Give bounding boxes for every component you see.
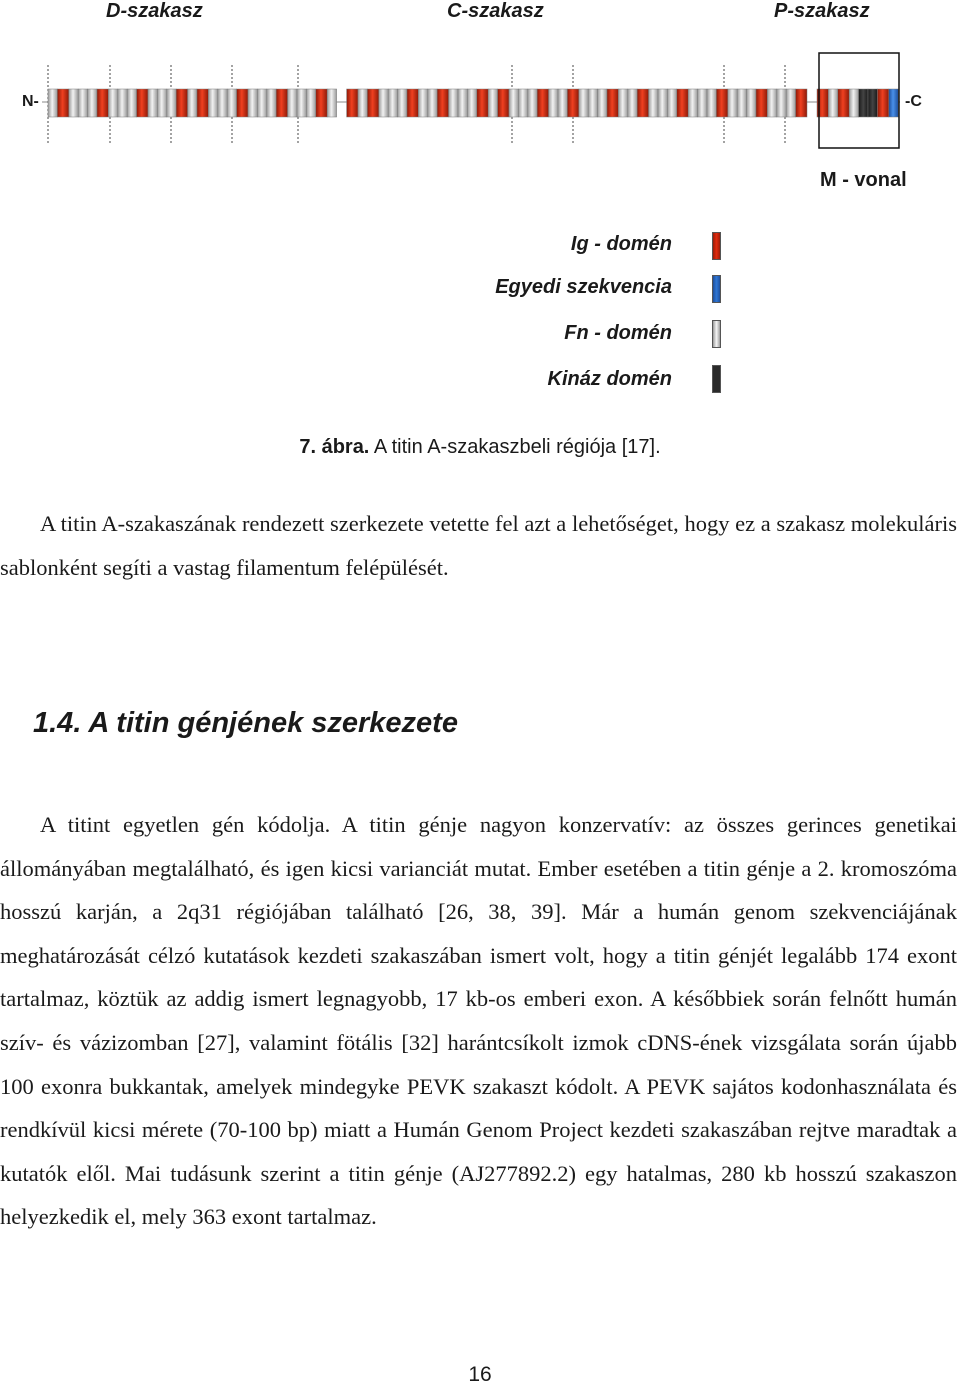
fn-domain: [227, 89, 236, 117]
legend-label-fn: Fn - domén: [564, 322, 672, 344]
ig-domain: [637, 89, 648, 117]
section-number: 1.4.: [33, 707, 82, 739]
paragraph-1: A titin A-szakaszának rendezett szerkezete vetette fel azt a lehetőséget, hogy ez a szakasz molekuláris sablonként segíti a vastag filamentum felépülését.: [0, 511, 957, 580]
fn-domain: [108, 89, 117, 117]
kinase-domain: [859, 89, 868, 117]
fn-domain: [379, 89, 388, 117]
fn-domain: [78, 89, 87, 117]
fn-domain: [528, 89, 537, 117]
fn-domain: [127, 89, 136, 117]
ig-domain: [237, 89, 248, 117]
fn-domain: [449, 89, 458, 117]
ig-domain-swatch-icon: [712, 232, 721, 260]
fn-domain: [418, 89, 427, 117]
fn-domain: [218, 89, 227, 117]
ig-domain: [567, 89, 578, 117]
fn-domain: [509, 89, 518, 117]
ig-domain: [877, 89, 888, 117]
m-line-label: M - vonal: [820, 169, 907, 191]
ig-domain: [498, 89, 509, 117]
fn-domain: [598, 89, 607, 117]
fn-domain: [48, 89, 57, 117]
figure-caption-label: 7. ábra.: [299, 436, 370, 458]
unique-sequence: [889, 89, 898, 117]
fn-domain: [728, 89, 737, 117]
fn-domain: [69, 89, 78, 117]
fn-domain: [628, 89, 637, 117]
fn-domain: [688, 89, 697, 117]
section-heading: [33, 707, 458, 740]
fn-domain: [649, 89, 658, 117]
fn-domain: [358, 89, 367, 117]
ig-domain: [716, 89, 727, 117]
n-terminus-label: N-: [22, 93, 39, 110]
ig-domain: [367, 89, 378, 117]
ig-domain: [197, 89, 208, 117]
domain-strip: [48, 89, 898, 117]
ig-domain: [347, 89, 358, 117]
ig-domain: [437, 89, 448, 117]
paragraph-2: A titint egyetlen gén kódolja. A titin génje nagyon konzervatív: az összes gerinces genetikai állományában megtalálható, és igen kicsi varianciát mutat. Ember esetében a titin génje a 2. kromoszóma hosszú karján, a 2q31 régiójában található [26, 38, 39]. Már a humán genom szekvenciájának meghatározását célzó kutatások kezdeti szakaszában ismert volt, hogy a titin génjét legalább 174 exont tartalmaz, köztük az addig ismert legnagyobb, 17 kb-os emberi exon. A későbbiek során felnőtt humán szív- és vázizomban [27], valamint fötális [32] harántcsíkolt izmok cDNS-ének vizsgálata során újabb 100 exonra bukkantak, amelyek mindegyke PEVK szakaszt kódolt. A PEVK sajátos kodonhasználata és rendkívül kicsi mérete (70-100 bp) miatt a Humán Genom Project kezdeti szakaszában rejtve maradtak a kutatók elől. Mai tudásunk szerint a titin génje (AJ277892.2) egy hatalmas, 280 kb hosszú szakaszon helyezkedik el, mely 363 exont tartalmaz.: [0, 812, 957, 1230]
fn-domain: [248, 89, 257, 117]
ig-domain: [57, 89, 68, 117]
fn-domain: [558, 89, 567, 117]
fn-domain: [148, 89, 157, 117]
fn-domain: [388, 89, 397, 117]
fn-domain: [167, 89, 176, 117]
unique-sequence-swatch-icon: [712, 275, 721, 303]
fn-domain: [767, 89, 776, 117]
ig-domain: [407, 89, 418, 117]
fn-domain: [458, 89, 467, 117]
titin-domain-diagram: [0, 50, 960, 160]
fn-domain: [267, 89, 276, 117]
ig-domain: [607, 89, 618, 117]
ig-domain: [176, 89, 187, 117]
ig-domain: [276, 89, 287, 117]
page-number: 16: [468, 1363, 492, 1386]
fn-domain: [777, 89, 786, 117]
fn-domain: [488, 89, 497, 117]
ig-domain: [316, 89, 327, 117]
fn-domain: [707, 89, 716, 117]
fn-domain: [157, 89, 166, 117]
region-label-c: C-szakasz: [447, 0, 544, 22]
region-label-p: P-szakasz: [774, 0, 870, 22]
ig-domain: [477, 89, 488, 117]
c-terminus-label: -C: [905, 93, 922, 110]
ig-domain: [838, 89, 849, 117]
ig-domain: [756, 89, 767, 117]
fn-domain: [288, 89, 297, 117]
fn-domain: [327, 89, 336, 117]
fn-domain: [208, 89, 217, 117]
ig-domain: [137, 89, 148, 117]
fn-domain: [737, 89, 746, 117]
fn-domain-swatch-icon: [712, 320, 721, 348]
fn-domain: [118, 89, 127, 117]
fn-domain: [658, 89, 667, 117]
fn-domain: [828, 89, 837, 117]
fn-domain: [188, 89, 197, 117]
ig-domain: [537, 89, 548, 117]
fn-domain: [257, 89, 266, 117]
fn-domain: [549, 89, 558, 117]
ig-domain: [677, 89, 688, 117]
fn-domain: [398, 89, 407, 117]
kinase-domain: [868, 89, 877, 117]
fn-domain: [306, 89, 315, 117]
kinase-domain-swatch-icon: [712, 365, 721, 393]
fn-domain: [667, 89, 676, 117]
fn-domain: [579, 89, 588, 117]
ig-domain: [796, 89, 807, 117]
figure-caption-text: A titin A-szakaszbeli régiója [17].: [369, 436, 661, 458]
fn-domain: [849, 89, 858, 117]
fn-domain: [618, 89, 627, 117]
region-label-d: D-szakasz: [106, 0, 203, 22]
fn-domain: [88, 89, 97, 117]
legend-label-ig: Ig - domén: [570, 233, 672, 255]
ig-domain: [97, 89, 108, 117]
fn-domain: [698, 89, 707, 117]
fn-domain: [747, 89, 756, 117]
fn-domain: [786, 89, 795, 117]
fn-domain: [518, 89, 527, 117]
figure-caption: [0, 436, 960, 459]
section-title: A titin génjének szerkezete: [88, 707, 458, 739]
fn-domain: [467, 89, 476, 117]
legend-label-kinase: Kináz domén: [547, 368, 672, 390]
legend-label-unique: Egyedi szekvencia: [495, 276, 672, 298]
fn-domain: [428, 89, 437, 117]
fn-domain: [297, 89, 306, 117]
fn-domain: [588, 89, 597, 117]
